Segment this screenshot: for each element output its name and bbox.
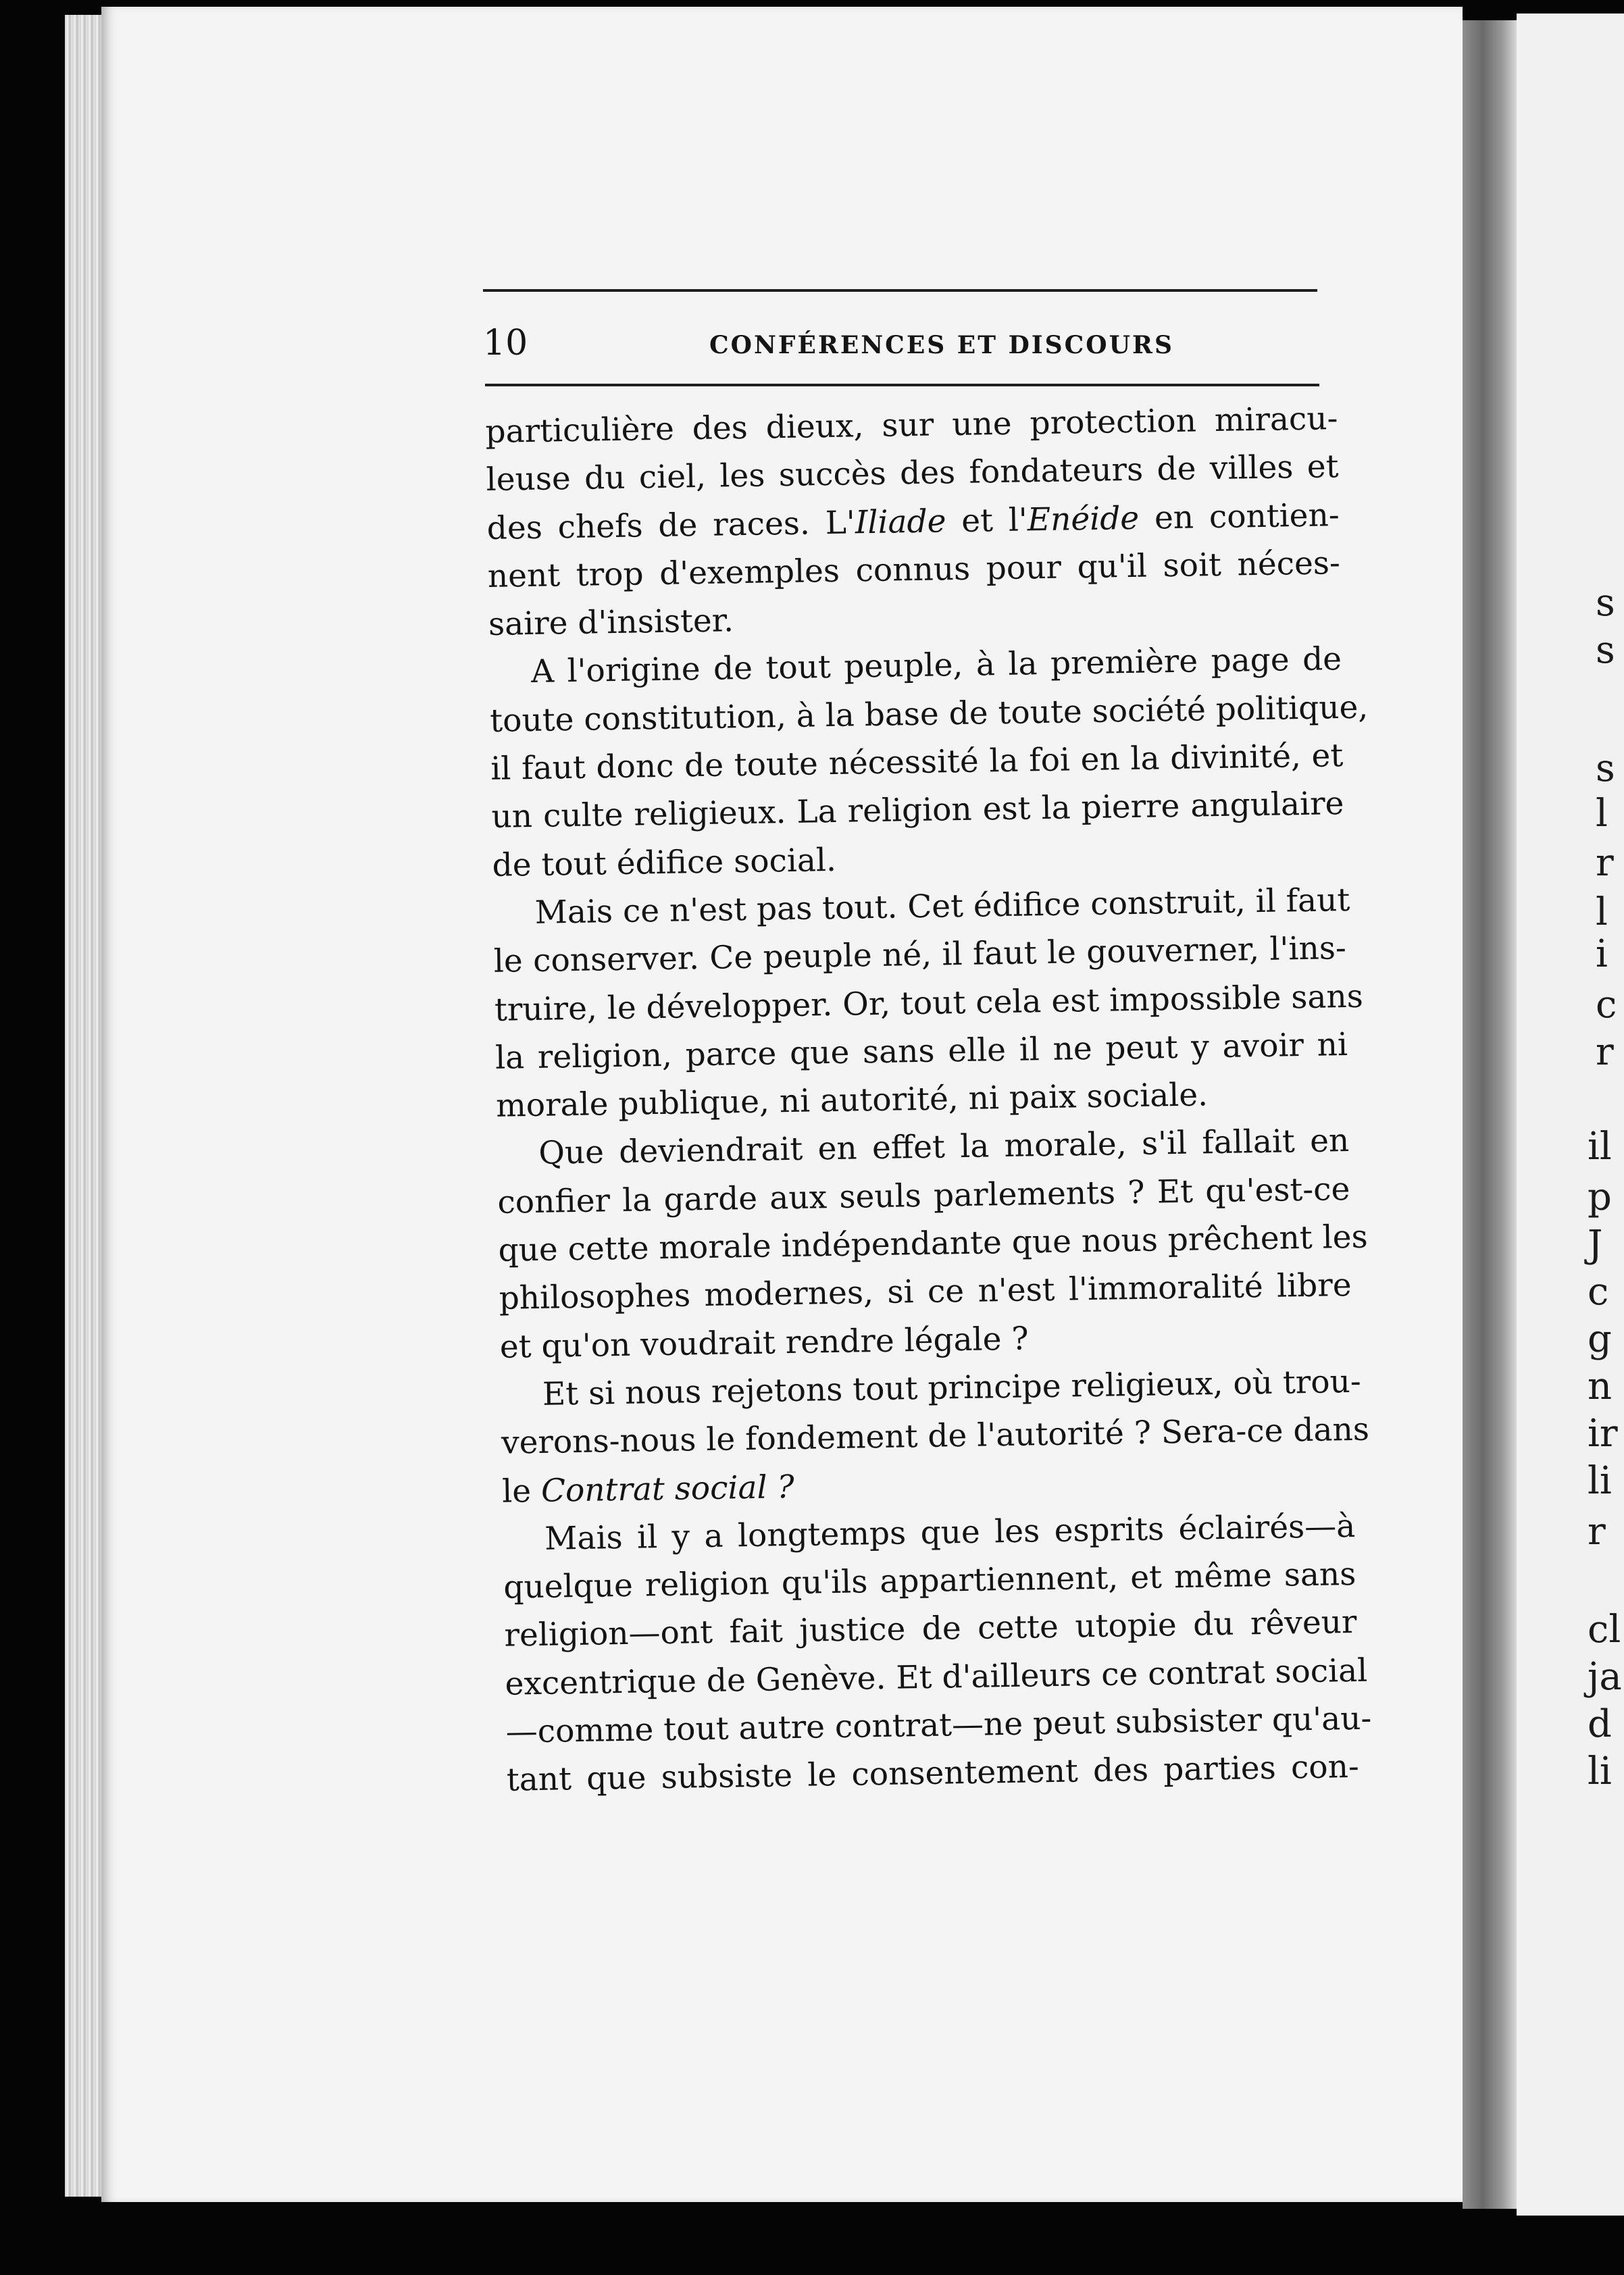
facing-letter: r	[1588, 1510, 1606, 1554]
facing-letter: g	[1588, 1317, 1612, 1361]
facing-letter: l	[1596, 792, 1608, 836]
text-line: et qu'on voudrait rendre légale ?	[499, 1320, 1029, 1366]
text-line: de tout édifice social.	[492, 841, 837, 884]
text-line: la religion, parce que sans elle il ne peut y avoir ni	[494, 1025, 1348, 1077]
facing-letter: s	[1596, 581, 1615, 625]
book-gutter	[1463, 20, 1517, 2209]
text-line: verons-nous le fondement de l'autorité ? Sera-ce dans	[501, 1410, 1370, 1462]
facing-letter: c	[1596, 983, 1617, 1027]
text-line: nent trop d'exemples connus pour qu'il soit néces-	[487, 544, 1341, 595]
text-line: saire d'insister.	[488, 602, 734, 644]
facing-letter: ja	[1588, 1655, 1622, 1699]
body-text	[485, 394, 1372, 1804]
text-line: Que deviendrait en effet la morale, s'il fallait en	[538, 1122, 1350, 1173]
text-line: philosophes modernes, si ce n'est l'immoralité libre	[499, 1267, 1352, 1318]
facing-letter: ir	[1588, 1412, 1618, 1456]
text-line: il faut donc de toute nécessité la foi en la divinité, et	[490, 737, 1344, 788]
text-line: A l'origine de tout peuple, à la première page de	[530, 640, 1342, 691]
text-line: tant que subsiste le consentement des parties con-	[506, 1748, 1360, 1799]
italic-title-eneide: Enéide	[1027, 499, 1140, 539]
facing-letter: l	[1596, 890, 1608, 934]
facing-letter: cl	[1588, 1608, 1621, 1652]
facing-letter: r	[1596, 841, 1614, 885]
text-line: —comme tout autre contrat—ne peut subsister qu'au-	[505, 1699, 1372, 1751]
facing-letter: s	[1596, 628, 1615, 672]
text-line: excentrique de Genève. Et d'ailleurs ce contrat social	[505, 1652, 1368, 1703]
facing-letter: r	[1596, 1030, 1614, 1074]
facing-letter: li	[1588, 1749, 1612, 1793]
facing-letter: n	[1588, 1364, 1613, 1408]
facing-letter: il	[1588, 1125, 1612, 1169]
italic-title-contrat-social: Contrat social ?	[540, 1468, 795, 1510]
text-segment: des chefs de races. L'	[486, 504, 856, 547]
text-line: particulière des dieux, sur une protection miracu-	[485, 400, 1338, 451]
text-line: religion—ont fait justice de cette utopie du rêveur	[504, 1604, 1357, 1655]
text-line: Mais ce n'est pas tout. Cet édifice construit, il faut	[534, 881, 1350, 931]
text-line: morale publique, ni autorité, ni paix sociale.	[495, 1076, 1209, 1125]
running-header	[483, 317, 1317, 372]
facing-page	[1517, 14, 1624, 2216]
text-line: toute constitution, à la base de toute société politique,	[489, 688, 1369, 740]
header-bottom-rule	[485, 384, 1319, 386]
facing-letter: i	[1596, 932, 1608, 976]
text-line: leuse du ciel, les succès des fondateurs de villes et	[486, 448, 1339, 499]
text-line: le conserver. Ce peuple né, il faut le gouverner, l'ins-	[493, 929, 1347, 981]
facing-letter: d	[1588, 1702, 1612, 1746]
text-line: confier la garde aux seuls parlements ? Et qu'est-ce	[497, 1170, 1350, 1221]
facing-letter: s	[1596, 746, 1615, 790]
facing-letter: J	[1588, 1223, 1603, 1267]
page-number: 10	[483, 323, 528, 363]
text-line: un culte religieux. La religion est la pierre angulaire	[491, 785, 1344, 836]
text-segment: en contien-	[1138, 496, 1340, 537]
running-title: CONFÉRENCES ET DISCOURS	[709, 331, 1174, 359]
text-line: que cette morale indépendante que nous prêchent les	[498, 1218, 1369, 1269]
text-segment: et l'	[945, 501, 1028, 540]
text-line: Mais il y a longtemps que les esprits éclairés—à	[544, 1507, 1356, 1558]
header-top-rule	[483, 289, 1317, 292]
facing-letter: p	[1588, 1175, 1612, 1219]
text-line: Et si nous rejetons tout principe religieux, où trou-	[542, 1362, 1362, 1413]
text-line: quelque religion qu'ils appartiennent, et même sans	[503, 1556, 1356, 1606]
facing-letter: li	[1588, 1459, 1612, 1503]
italic-title-iliade: Iliade	[855, 502, 946, 542]
facing-letter: c	[1588, 1270, 1609, 1314]
text-line: truire, le développer. Or, tout cela est impossible sans	[494, 977, 1364, 1029]
text-segment: le	[501, 1472, 542, 1510]
